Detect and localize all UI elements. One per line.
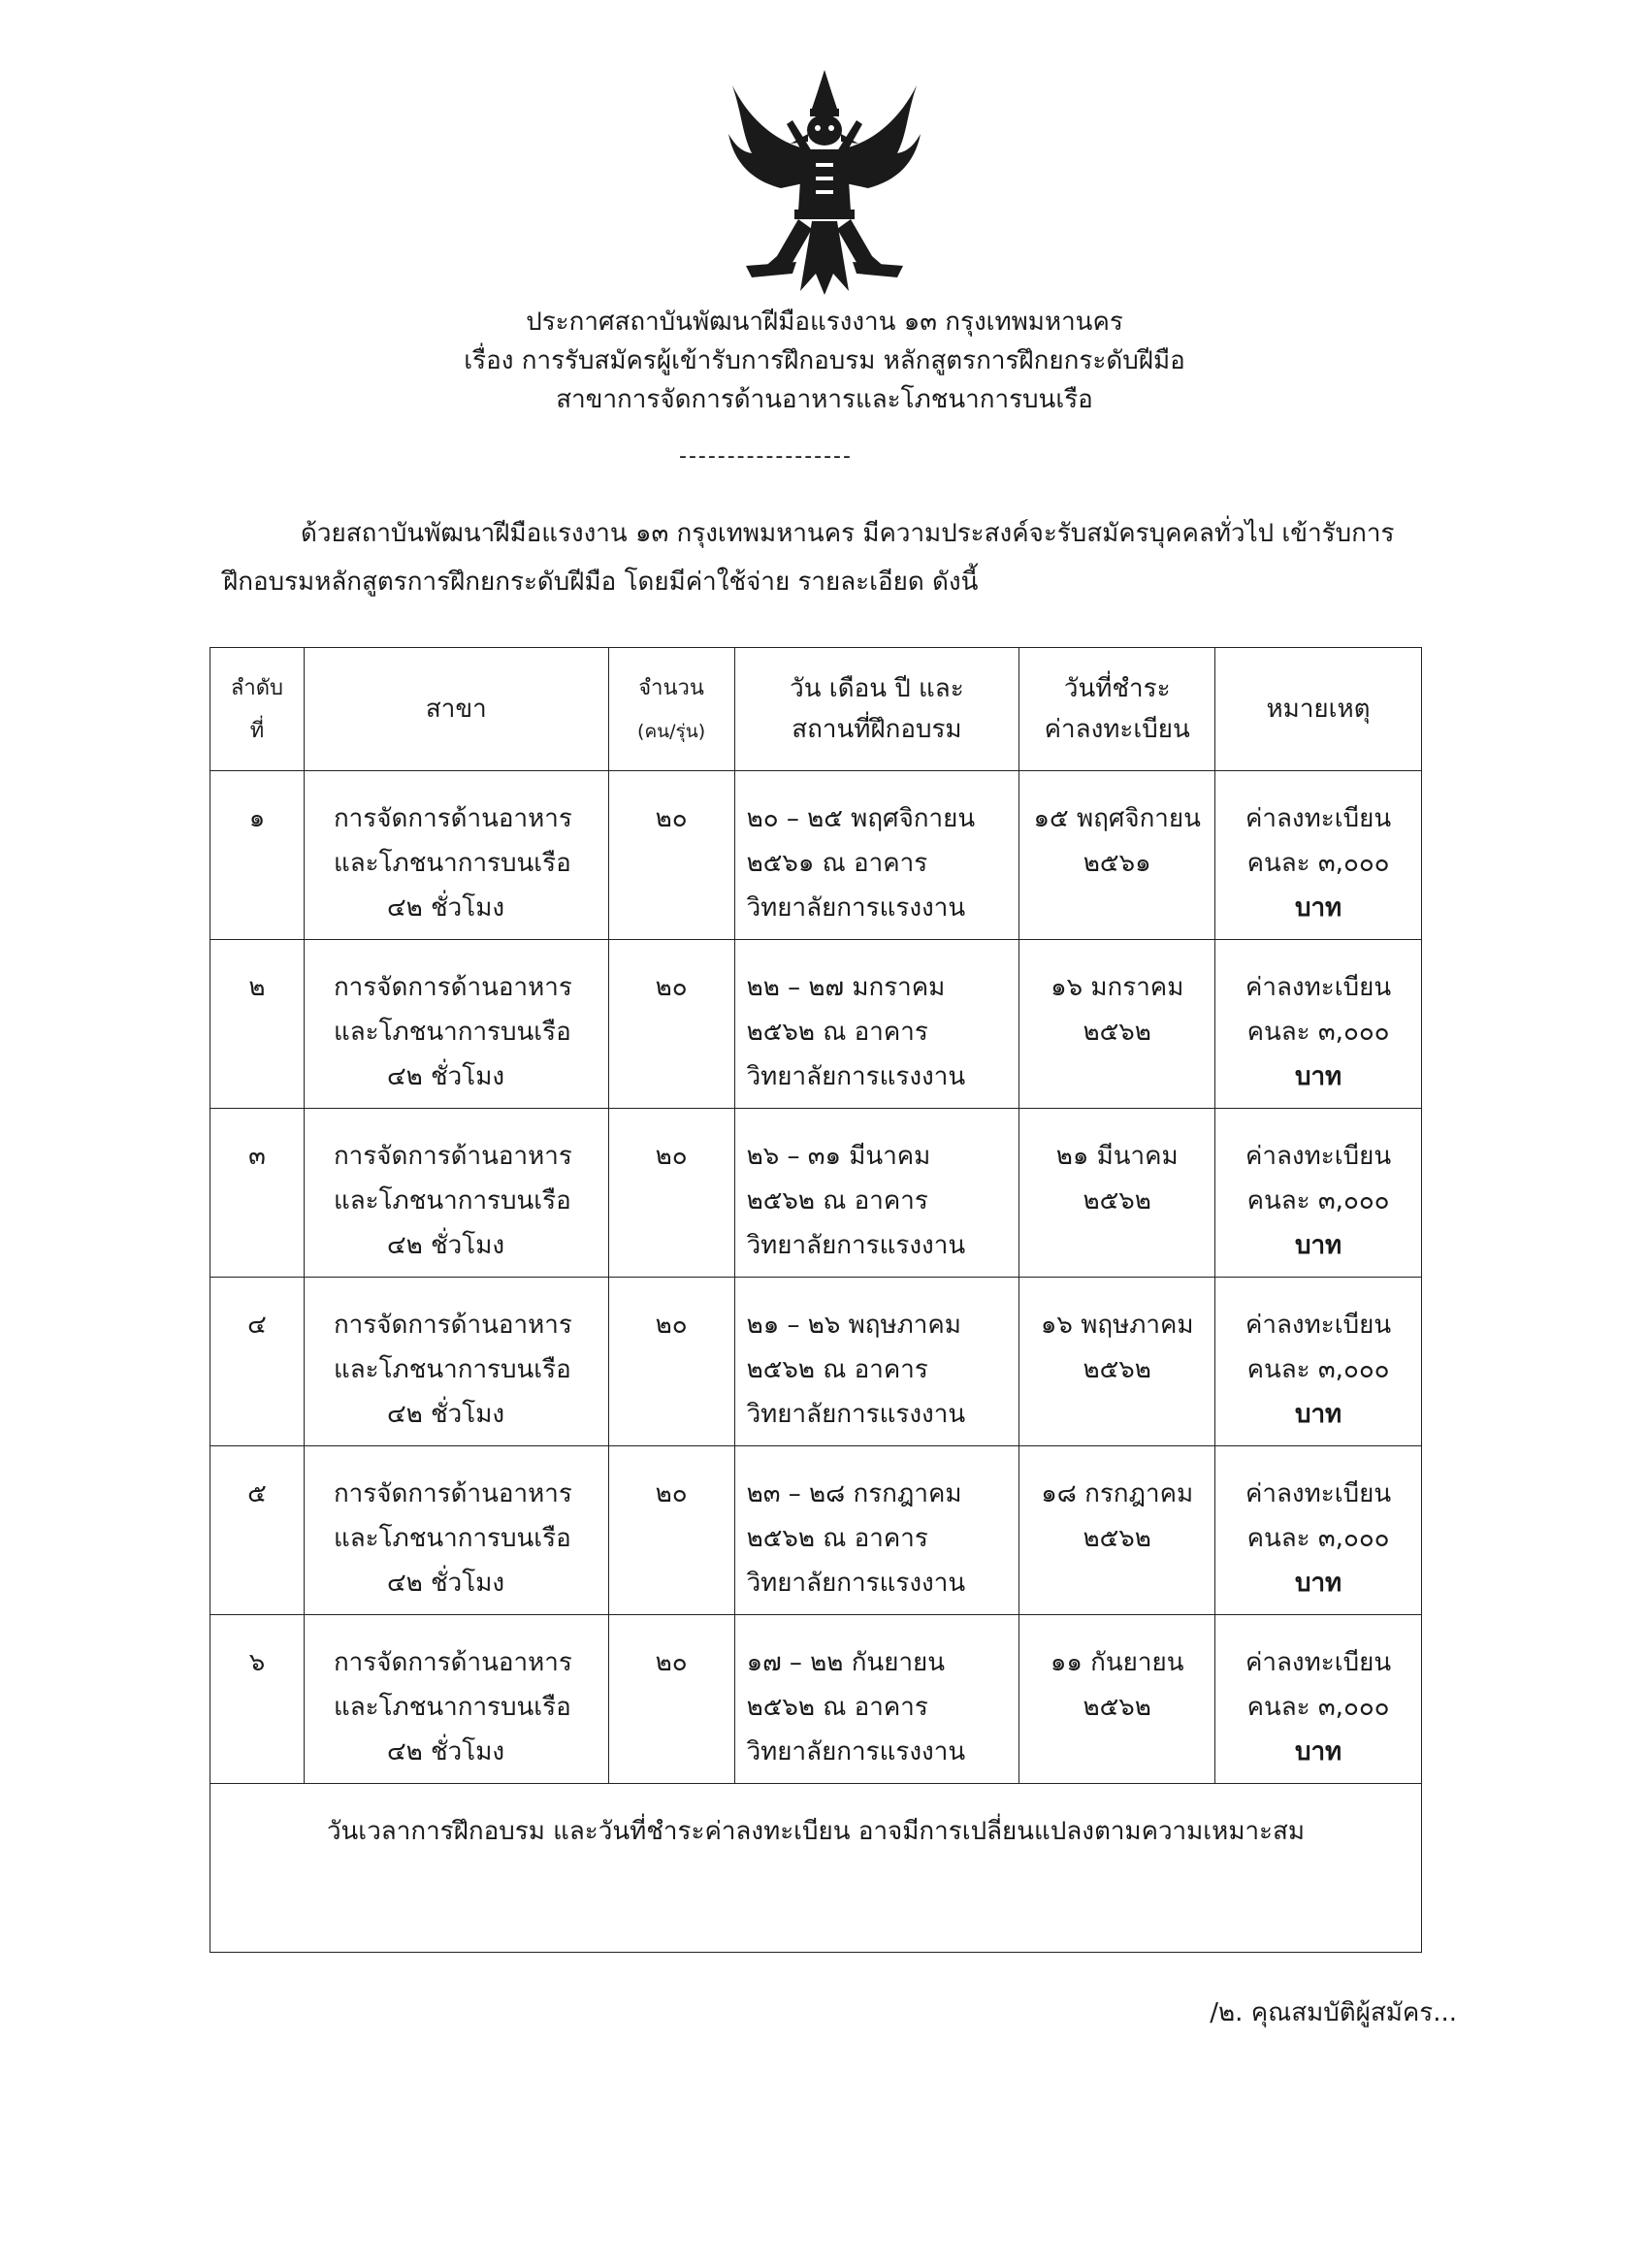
col-header-note: หมายเหตุ xyxy=(1215,648,1422,771)
row-branch: การจัดการด้านอาหาร และโภชนาการบนเรือ ๔๒ ชั่วโมง xyxy=(304,771,608,940)
row-date-location: ๒๒ – ๒๗ มกราคม ๒๕๖๒ ณ อาคาร วิทยาลัยการแรงงาน xyxy=(734,940,1019,1109)
row-number: ๑ xyxy=(210,771,305,940)
intro-line-1: ด้วยสถาบันพัฒนาฝีมือแรงงาน ๑๓ กรุงเทพมหานคร มีความประสงค์จะรับสมัครบุคคลทั่วไป เข้ารับการ xyxy=(301,519,1395,548)
announcement-heading xyxy=(0,303,1649,419)
row-date-location: ๒๑ – ๒๖ พฤษภาคม ๒๕๖๒ ณ อาคาร วิทยาลัยการแรงงาน xyxy=(734,1278,1019,1446)
row-payment-date: ๑๖ มกราคม ๒๕๖๒ xyxy=(1019,940,1215,1109)
table-row xyxy=(210,1109,1422,1278)
table-row xyxy=(210,1278,1422,1446)
row-branch: การจัดการด้านอาหาร และโภชนาการบนเรือ ๔๒ ชั่วโมง xyxy=(304,940,608,1109)
training-schedule-table xyxy=(210,647,1422,1953)
row-payment-date: ๑๑ กันยายน ๒๕๖๒ xyxy=(1019,1615,1215,1784)
row-date-location: ๒๓ – ๒๘ กรกฎาคม ๒๕๖๒ ณ อาคาร วิทยาลัยการแรงงาน xyxy=(734,1446,1019,1615)
row-payment-date: ๒๑ มีนาคม ๒๕๖๒ xyxy=(1019,1109,1215,1278)
row-branch: การจัดการด้านอาหาร และโภชนาการบนเรือ ๔๒ ชั่วโมง xyxy=(304,1278,608,1446)
garuda-emblem-icon xyxy=(723,66,926,299)
row-branch: การจัดการด้านอาหาร และโภชนาการบนเรือ ๔๒ ชั่วโมง xyxy=(304,1109,608,1278)
col-header-date: วัน เดือน ปี และ สถานที่ฝึกอบรม xyxy=(734,648,1019,771)
intro-paragraph xyxy=(223,509,1455,606)
heading-separator: ------------------ xyxy=(679,444,853,469)
heading-line-2: เรื่อง การรับสมัครผู้เข้ารับการฝึกอบรม หลักสูตรการฝึกยกระดับฝีมือ xyxy=(464,346,1185,375)
row-date-location: ๒๖ – ๓๑ มีนาคม ๒๕๖๒ ณ อาคาร วิทยาลัยการแรงงาน xyxy=(734,1109,1019,1278)
row-number: ๕ xyxy=(210,1446,305,1615)
continuation-note: /๒. คุณสมบัติผู้สมัคร... xyxy=(1210,1998,1457,2027)
row-note: ค่าลงทะเบียน คนละ ๓,๐๐๐ บาท xyxy=(1215,1278,1422,1446)
row-count: ๒๐ xyxy=(608,940,734,1109)
col-header-branch: สาขา xyxy=(304,648,608,771)
row-count: ๒๐ xyxy=(608,1446,734,1615)
row-count: ๒๐ xyxy=(608,771,734,940)
table-footnote-row xyxy=(210,1784,1422,1953)
intro-line-2: ฝึกอบรมหลักสูตรการฝึกยกระดับฝีมือ โดยมีค่าใช้จ่าย รายละเอียด ดังนี้ xyxy=(223,567,979,597)
table-row xyxy=(210,1615,1422,1784)
col-header-no: ลำดับ ที่ xyxy=(210,648,305,771)
row-note: ค่าลงทะเบียน คนละ ๓,๐๐๐ บาท xyxy=(1215,771,1422,940)
row-number: ๒ xyxy=(210,940,305,1109)
row-branch: การจัดการด้านอาหาร และโภชนาการบนเรือ ๔๒ ชั่วโมง xyxy=(304,1446,608,1615)
table-row xyxy=(210,1446,1422,1615)
row-count: ๒๐ xyxy=(608,1615,734,1784)
row-date-location: ๒๐ – ๒๕ พฤศจิกายน ๒๕๖๑ ณ อาคาร วิทยาลัยการแรงงาน xyxy=(734,771,1019,940)
row-number: ๓ xyxy=(210,1109,305,1278)
col-header-count: จำนวน (คน/รุ่น) xyxy=(608,648,734,771)
row-note: ค่าลงทะเบียน คนละ ๓,๐๐๐ บาท xyxy=(1215,1615,1422,1784)
row-branch: การจัดการด้านอาหาร และโภชนาการบนเรือ ๔๒ ชั่วโมง xyxy=(304,1615,608,1784)
col-header-payment: วันที่ชำระ ค่าลงทะเบียน xyxy=(1019,648,1215,771)
row-count: ๒๐ xyxy=(608,1109,734,1278)
table-row xyxy=(210,771,1422,940)
row-note: ค่าลงทะเบียน คนละ ๓,๐๐๐ บาท xyxy=(1215,1109,1422,1278)
heading-line-1: ประกาศสถาบันพัฒนาฝีมือแรงงาน ๑๓ กรุงเทพมหานคร xyxy=(526,308,1123,337)
row-payment-date: ๑๖ พฤษภาคม ๒๕๖๒ xyxy=(1019,1278,1215,1446)
row-date-location: ๑๗ – ๒๒ กันยายน ๒๕๖๒ ณ อาคาร วิทยาลัยการแรงงาน xyxy=(734,1615,1019,1784)
row-number: ๖ xyxy=(210,1615,305,1784)
table-row xyxy=(210,940,1422,1109)
row-note: ค่าลงทะเบียน คนละ ๓,๐๐๐ บาท xyxy=(1215,940,1422,1109)
heading-line-3: สาขาการจัดการด้านอาหารและโภชนาการบนเรือ xyxy=(556,385,1093,414)
row-payment-date: ๑๕ พฤศจิกายน ๒๕๖๑ xyxy=(1019,771,1215,940)
row-note: ค่าลงทะเบียน คนละ ๓,๐๐๐ บาท xyxy=(1215,1446,1422,1615)
row-count: ๒๐ xyxy=(608,1278,734,1446)
row-payment-date: ๑๘ กรกฎาคม ๒๕๖๒ xyxy=(1019,1446,1215,1615)
row-number: ๔ xyxy=(210,1278,305,1446)
table-header-row xyxy=(210,648,1422,771)
table-footnote: วันเวลาการฝึกอบรม และวันที่ชำระค่าลงทะเบียน อาจมีการเปลี่ยนแปลงตามความเหมาะสม xyxy=(210,1784,1422,1953)
